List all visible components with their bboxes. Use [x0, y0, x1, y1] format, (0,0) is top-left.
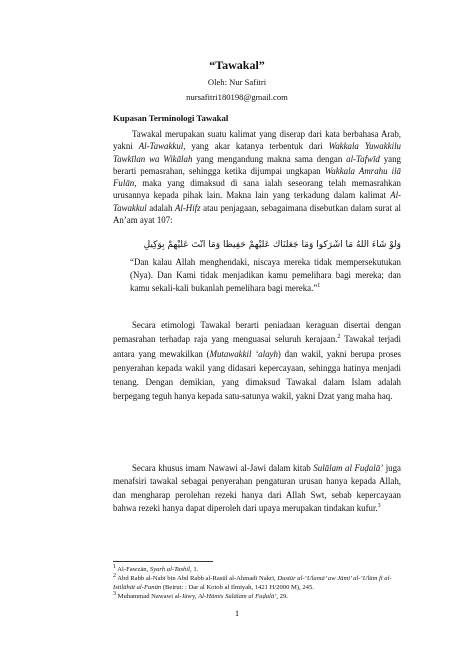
footnote-number: 3 [113, 590, 116, 597]
page-number: 1 [234, 608, 240, 618]
text-run: , 29. [276, 593, 288, 600]
book-title: Sulālam al Fuḍalā’ [313, 463, 384, 473]
term: Al-Tawakkul [138, 141, 184, 152]
footnote-ref: 2 [337, 334, 341, 341]
text-run: , yang akar katanya terbentuk dari [183, 141, 329, 152]
text-run: yang mengandung makna sama dengan [192, 153, 347, 164]
book-title: Syarh al-Tashīl [149, 566, 191, 573]
author-line: Oleh: Nur Safitri [207, 77, 267, 87]
footnote-item [113, 592, 403, 601]
footnote-divider [113, 561, 213, 562]
text-run: Secara etimologi Tawakal berarti peniadaan keraguan disertai dengan pemasrahan terhadap raja yang menguasai seluruh kerajaan. [113, 320, 401, 345]
paragraph-1 [113, 128, 401, 226]
term: al-Tafwīd [346, 153, 380, 164]
text-run: adalah [146, 202, 175, 213]
text-run: Al-Fawzān, [116, 566, 150, 573]
text-run: juga menafsiri tawakal sebagai penyerahan pengaturan urusan hanya kepada Allah, dan mengharap perolehan rezeki hanya dari Allah Swt, sebab kepercayaan bahwa rezeki hanya dapat diperoleh dari upaya merupakan tindakan kufur. [113, 463, 401, 513]
footnote-number: 1 [113, 563, 116, 570]
text-run: Tawakal terjadi antara yang mewakilkan ( [113, 334, 401, 359]
term: Al-Hifz [174, 202, 201, 213]
footnotes [113, 565, 403, 601]
author-email: nursafitri180198@gmail.com [186, 92, 288, 102]
section-heading: Kupasan Terminologi Tawakal [113, 113, 229, 123]
verse-translation [130, 256, 401, 294]
term: Mutawakkil ‘alayh [209, 348, 278, 359]
book-title: Al-Hāmis Sulālam al Fuḍalā’ [198, 593, 277, 600]
text-run: , maka yang dimaksud di sana ialah seseorang telah memasrahkan urusannya kepada pihak lain. Makna lain yang terkadung dalam kalimat [113, 178, 401, 201]
text-run: Tawakal merupakan suatu kalimat yang diserap dari kata berbahasa Arab, yakni [113, 129, 401, 152]
book-title: Dustūr al-‘Ulamā’ aw Jāmi’ al-‘Ulūm fī al-Istilāhāt al-Funūn [113, 575, 392, 591]
footnote-number: 2 [113, 572, 116, 579]
text-run: atau penjagaan, sebagaimana disebutkan dalam surat al An’am ayat 107: [113, 202, 401, 226]
text-run: ) dan wakil, yakni berupa proses penyerahan kepada wakil yang didasari kepercayaan, sehingga hatinya menjadi tenang. Dengan demikian, yang dimaksud Tawakal dalam Islam adalah berpegang teguh hanya kepada satu-satunya wakil, yakni Dzat yang maha haq. [113, 348, 401, 402]
paper-title: “Tawakal” [209, 58, 265, 72]
term: Wakkala Yuwakkilu Tawkīlan wa Wikālah [113, 141, 401, 164]
text-run: Abd Rabb al-Nabī bin Abd Rabb al-Rasūl al-Ahmadī Nakrī, [116, 575, 278, 582]
text-run: Muhammad Nawawi al-Jāwy, [116, 593, 199, 600]
text-run: yang berarti pemasrahan, sehingga ketika dijumpai ungkapan [113, 153, 401, 176]
paragraph-3 [113, 462, 401, 515]
text-run: Secara khusus imam Nawawi al-Jawi dalam kitab [132, 463, 314, 473]
footnote-item [113, 565, 403, 574]
text-run: (Beirut: : Dar al Kotob al Ilmiyah, 1421 H/2000 M), 245. [161, 584, 314, 591]
footnote-item [113, 574, 403, 592]
footnote-ref: 1 [317, 282, 321, 289]
term: Al-Tawakkul [113, 190, 401, 213]
text-run: , 1. [190, 566, 199, 573]
quote-text: “Dan kalau Allah menghendaki, niscaya mereka tidak mempersekutukan (Nya). Dan Kami tidak menjadikan kamu pemelihara bagi mereka; dan kamu sekali-kali bukanlah pemelihara bagi mereka.” [130, 257, 401, 293]
arabic-verse: وَلَوْ شَاءَ اللَّهُ مَا أَشْرَكُوا وَمَا جَعَلْنَاكَ عَلَيْهِمْ حَفِيظًا وَمَا أَنْتَ عَلَيْهِمْ بِوَكِيلٍ [143, 240, 401, 250]
footnote-ref: 3 [377, 502, 381, 509]
paragraph-2 [113, 318, 401, 404]
term: Wakkala Amrahu ilā Fulān [113, 165, 401, 189]
